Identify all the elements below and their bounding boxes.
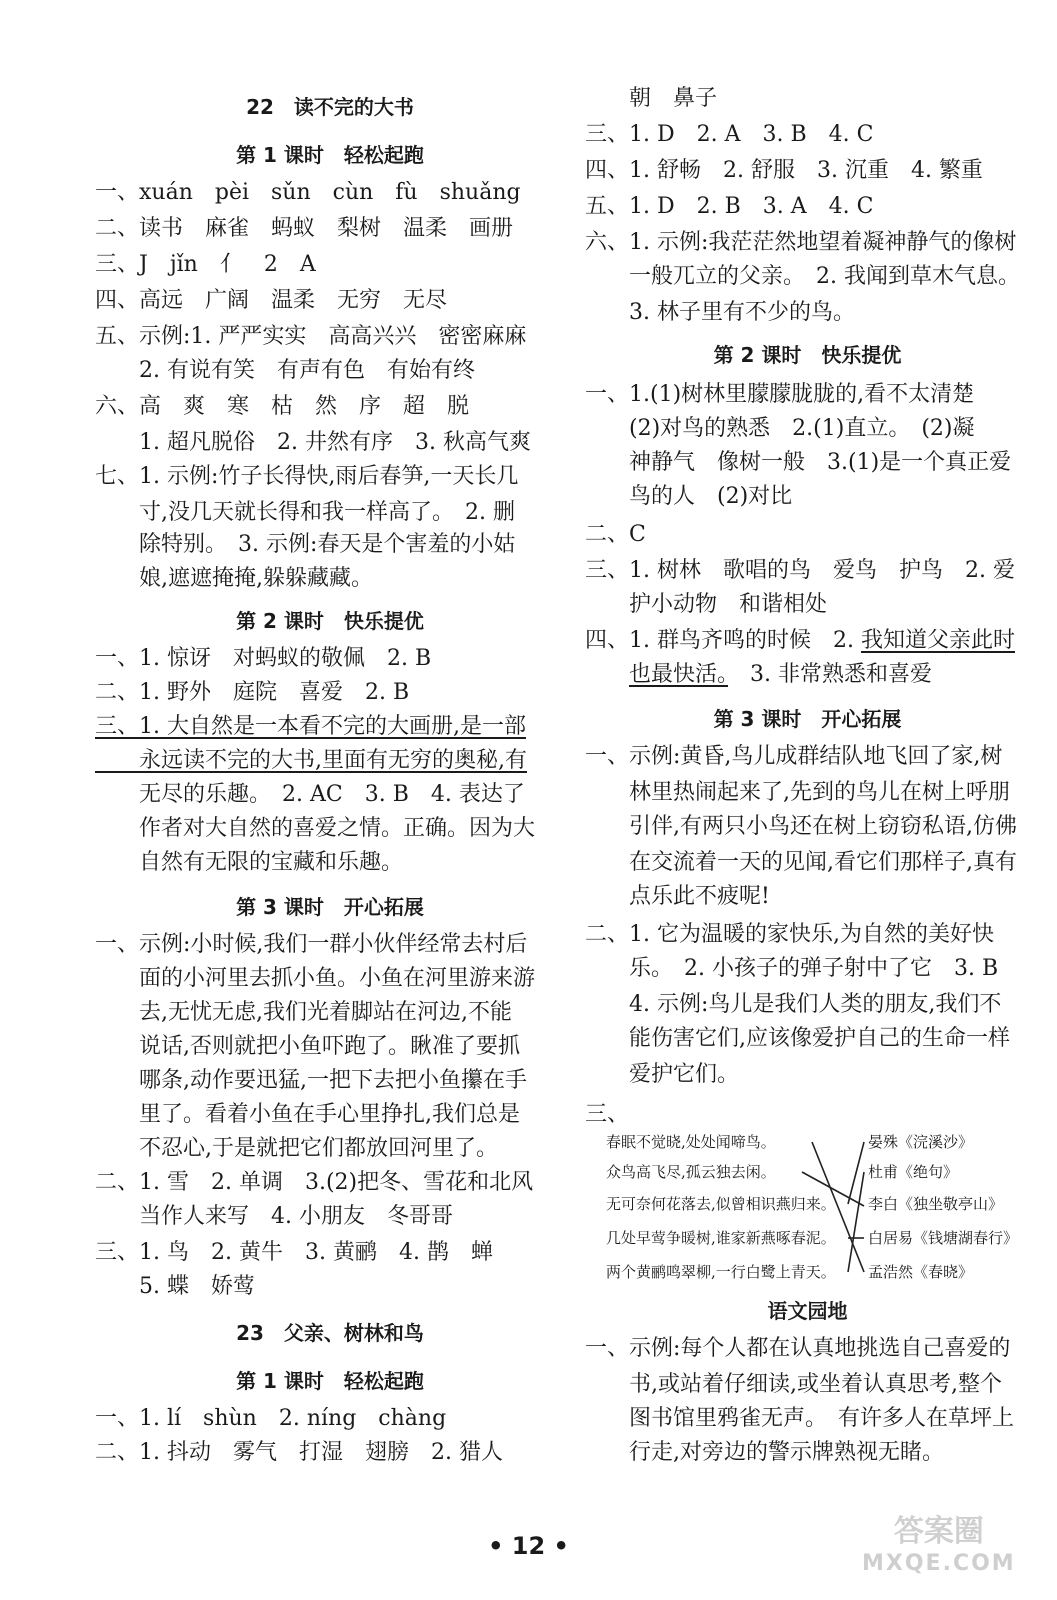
section-heading: 第 1 课时 轻松起跑: [236, 143, 424, 167]
answer-line: 不忍心,于是就把它们都放回河里了。: [95, 1136, 498, 1161]
answer-line: 除特别。 3. 示例:春天是个害羞的小姑: [95, 532, 516, 557]
section-heading: 22 读不完的大书: [246, 95, 414, 119]
answer-line: 行走,对旁边的警示牌熟视无睹。: [585, 1440, 944, 1465]
poem-author: 李白《独坐敬亭山》: [868, 1195, 1004, 1213]
answer-line: 寸,没几天就长得和我一样高了。 2. 删: [95, 500, 515, 525]
answer-line: 朝 鼻子: [585, 86, 718, 111]
answer-line: (2)对鸟的熟悉 2.(1)直立。 (2)凝: [585, 416, 975, 441]
answer-line: 乐。 2. 小孩子的弹子射中了它 3. B: [585, 956, 999, 981]
section-heading: 23 父亲、树林和鸟: [236, 1321, 424, 1345]
answer-line: 一、1. lí shùn 2. níng chàng: [95, 1406, 447, 1431]
answer-line: 二、读书 麻雀 蚂蚁 梨树 温柔 画册: [95, 216, 514, 241]
page-number: • 12 •: [488, 1532, 569, 1560]
answer-line: 自然有无限的宝藏和乐趣。: [95, 850, 404, 875]
answer-line: 书,或站着仔细读,或坐着认真思考,整个: [585, 1372, 1002, 1397]
poem-author: 孟浩然《春晓》: [868, 1263, 974, 1281]
answer-line: 引伴,有两只小鸟还在树上窃窃私语,仿佛: [585, 814, 1017, 839]
answer-line: 二、1. 抖动 雾气 打湿 翅膀 2. 猎人: [95, 1440, 503, 1465]
answer-line: 七、1. 示例:竹子长得快,雨后春笋,一天长几: [95, 464, 519, 489]
answer-line: 也最快活。 3. 非常熟悉和喜爱: [629, 662, 933, 687]
answer-line: 娘,遮遮掩掩,躲躲藏藏。: [95, 566, 373, 591]
answer-line: 二、1. 野外 庭院 喜爱 2. B: [95, 680, 410, 705]
answer-line: 一、1. 惊讶 对蚂蚁的敬佩 2. B: [95, 646, 432, 671]
answer-line: 三、: [585, 1102, 630, 1127]
answer-line: 永远读不完的大书,里面有无穷的奥秘,有: [95, 748, 527, 773]
answer-line: 五、示例:1. 严严实实 高高兴兴 密密麻麻: [95, 324, 527, 349]
underlined-answer: 也最快活。: [629, 662, 729, 687]
poem-line: 众鸟高飞尽,孤云独去闲。: [606, 1163, 776, 1181]
answer-line: 五、1. D 2. B 3. A 4. C: [585, 194, 874, 219]
answer-line: 四、高远 广阔 温柔 无穷 无尽: [95, 288, 448, 313]
poem-author: 晏殊《浣溪沙》: [868, 1133, 974, 1151]
answer-line: 三、1. 鸟 2. 黄牛 3. 黄鹂 4. 鹊 蝉: [95, 1240, 493, 1265]
watermark-text: 答案圈: [893, 1514, 984, 1549]
answer-line: 爱护它们。: [585, 1062, 740, 1087]
answer-line: 三、1. 大自然是一本看不完的大画册,是一部: [95, 714, 526, 739]
answer-line: 一、示例:每个人都在认真地挑选自己喜爱的: [585, 1336, 1011, 1361]
answer-line: 三、1. 树林 歌唱的鸟 爱鸟 护鸟 2. 爱: [585, 558, 1015, 583]
poem-line: 春眠不觉晓,处处闻啼鸟。: [606, 1133, 776, 1151]
poem-line: 两个黄鹂鸣翠柳,一行白鹭上青天。: [606, 1263, 836, 1281]
answer-line: 一、示例:小时候,我们一群小伙伴经常去村后: [95, 932, 528, 957]
answer-line: 点乐此不疲呢!: [585, 884, 770, 909]
answer-line: 林里热闹起来了,先到的鸟儿在树上呼朋: [585, 780, 1010, 805]
answer-line: 护小动物 和谐相处: [585, 592, 828, 617]
answer-line: 哪条,动作要迅猛,一把下去把小鱼攥在手: [95, 1068, 527, 1093]
answer-line: 在交流着一天的见闻,看它们那样子,真有: [585, 850, 1017, 875]
section-heading: 语文园地: [767, 1299, 848, 1323]
answer-line: 二、1. 雪 2. 单调 3.(2)把冬、雪花和北风: [95, 1170, 534, 1195]
underlined-answer: 我知道父亲此时: [860, 628, 1015, 653]
poem-line: 无可奈何花落去,似曾相识燕归来。: [606, 1195, 836, 1213]
answer-line: 一、1.(1)树林里朦朦胧胧的,看不太清楚: [585, 382, 975, 407]
answer-line: 六、高 爽 寒 枯 然 序 超 脱: [95, 394, 470, 419]
answer-line: 1. 超凡脱俗 2. 井然有序 3. 秋高气爽: [95, 430, 531, 455]
poem-author: 白居易《钱塘湖春行》: [868, 1229, 1019, 1247]
answer-line: 四、1. 群鸟齐鸣的时候 2. 我知道父亲此时: [585, 628, 1015, 653]
answer-line: 无尽的乐趣。 2. AC 3. B 4. 表达了: [95, 782, 525, 807]
poem-author: 杜甫《绝句》: [868, 1163, 959, 1181]
answer-line: 去,无忧无虑,我们光着脚站在河边,不能: [95, 1000, 512, 1025]
answer-line: 4. 示例:鸟儿是我们人类的朋友,我们不: [585, 992, 1002, 1017]
answer-line: 四、1. 舒畅 2. 舒服 3. 沉重 4. 繁重: [585, 158, 983, 183]
section-heading: 第 2 课时 快乐提优: [236, 609, 424, 633]
section-heading: 第 3 课时 开心拓展: [713, 707, 902, 731]
answer-line: 作者对大自然的喜爱之情。正确。因为大: [95, 816, 536, 841]
answer-line: 鸟的人 (2)对比: [585, 484, 793, 509]
watermark-url: MXQE.COM: [862, 1551, 1016, 1576]
poem-line: 几处早莺争暖树,谁家新燕啄春泥。: [606, 1229, 836, 1247]
answer-line: 5. 蝶 娇莺: [95, 1274, 255, 1299]
answer-line: 说话,否则就把小鱼吓跑了。瞅准了要抓: [95, 1034, 520, 1059]
answer-line: 一、示例:黄昏,鸟儿成群结队地飞回了家,树: [585, 744, 1003, 769]
answer-line: 六、1. 示例:我茫茫然地望着凝神静气的像树: [585, 230, 1017, 255]
answer-line: 能伤害它们,应该像爱护自己的生命一样: [585, 1026, 1010, 1051]
watermark-logo: [862, 1516, 1016, 1580]
answer-line: 一、xuán pèi sǔn cùn fù shuǎng: [95, 180, 521, 205]
answer-line: 里了。看着小鱼在手心里挣扎,我们总是: [95, 1102, 520, 1127]
answer-line: 二、C: [585, 522, 646, 547]
answer-line: 三、J jǐn 亻 2 A: [95, 252, 316, 277]
answer-line: 三、1. D 2. A 3. B 4. C: [585, 122, 874, 147]
answer-line: 一般兀立的父亲。 2. 我闻到草木气息。: [585, 264, 1020, 289]
answer-line: 图书馆里鸦雀无声。 有许多人在草坪上: [585, 1406, 1015, 1431]
answer-line: 2. 有说有笑 有声有色 有始有终: [95, 358, 475, 383]
answer-line: 当作人来写 4. 小朋友 冬哥哥: [95, 1204, 453, 1229]
section-heading: 第 3 课时 开心拓展: [236, 895, 424, 919]
section-heading: 第 2 课时 快乐提优: [713, 343, 902, 367]
section-heading: 第 1 课时 轻松起跑: [236, 1369, 424, 1393]
answer-line: 二、1. 它为温暖的家快乐,为自然的美好快: [585, 922, 994, 947]
answer-line: 3. 林子里有不少的鸟。: [585, 300, 855, 325]
answer-line: 神静气 像树一般 3.(1)是一个真正爱: [585, 450, 1012, 475]
answer-line: 面的小河里去抓小鱼。小鱼在河里游来游: [95, 966, 536, 991]
